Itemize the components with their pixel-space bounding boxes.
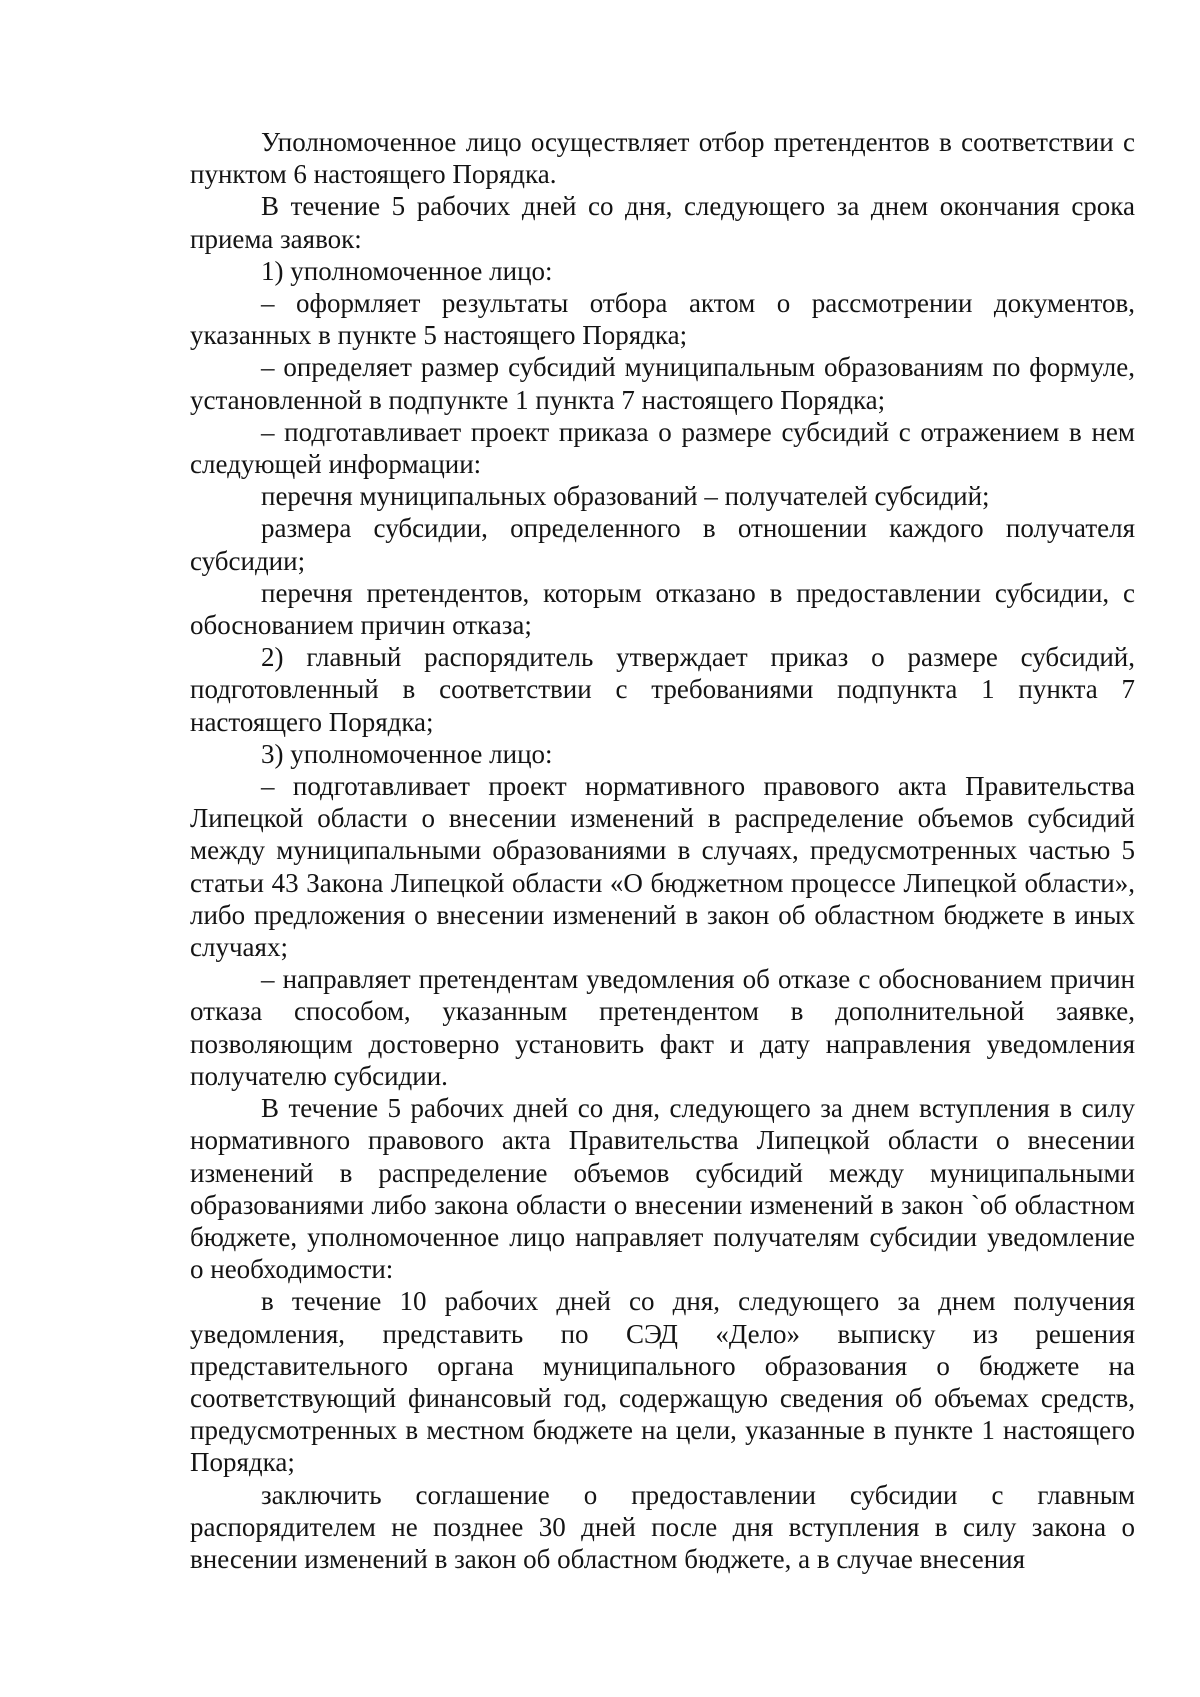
paragraph-13: – направляет претендентам уведомления об отказе с обоснованием причин отказа способом, указанным претендентом в дополнительной заявке, позволяющим достоверно установить факт и дату направления уведомления получателю субсидии. (190, 964, 1135, 1091)
paragraph-5: – определяет размер субсидий муниципальным образованиям по формуле, установленной в подпункте 1 пункта 7 настоящего Порядка; (190, 352, 1135, 415)
paragraph-6: – подготавливает проект приказа о размере субсидий с отражением в нем следующей информации: (190, 416, 1135, 480)
paragraph-1: Уполномоченное лицо осуществляет отбор претендентов в соответствии с пунктом 6 настоящего Порядка. (190, 127, 1135, 190)
paragraph-4: – оформляет результаты отбора актом о рассмотрении документов, указанных в пункте 5 настоящего Порядка; (190, 288, 1135, 351)
paragraph-8: размера субсидии, определенного в отношении каждого получателя субсидии; (190, 513, 1135, 576)
paragraph-11: 3) уполномоченное лицо: (261, 738, 553, 769)
paragraph-12: – подготавливает проект нормативного правового акта Правительства Липецкой области о внесении изменений в распределение объемов субсидий между муниципальными образованиями в случаях, предусмотренных частью 5 статьи 43 Закона Липецкой области «О бюджетном процессе Липецкой области», либо предложения о внесении изменений в закон об областном бюджете в иных случаях; (190, 771, 1135, 963)
paragraph-10: 2) главный распорядитель утверждает приказ о размере субсидий, подготовленный в соответствии с требованиями подпункта 1 пункта 7 настоящего Порядка; (190, 642, 1135, 737)
paragraph-16: заключить соглашение о предоставлении субсидии с главным распорядителем не позднее 30 дней после дня вступления в силу закона о внесении изменений в закон об областном бюджете, а в случае внесения (190, 1479, 1135, 1574)
paragraph-15: в течение 10 рабочих дней со дня, следующего за днем получения уведомления, представить по СЭД «Дело» выписку из решения представительного органа муниципального образования о бюджете на соответствующий финансовый год, содержащую сведения об объемах средств, предусмотренных в местном бюджете на цели, указанные в пункте 1 настоящего Порядка; (190, 1286, 1135, 1478)
paragraph-14: В течение 5 рабочих дней со дня, следующего за днем вступления в силу нормативного правового акта Правительства Липецкой области о внесении изменений в распределение объемов субсидий между муниципальными образованиями либо закона области о внесении изменений в закон `об областном бюджете, уполномоченное лицо направляет получателям субсидии уведомление о необходимости: (190, 1093, 1135, 1285)
paragraph-7: перечня муниципальных образований – получателей субсидий; (261, 481, 990, 512)
paragraph-3: 1) уполномоченное лицо: (261, 255, 553, 286)
paragraph-9: перечня претендентов, которым отказано в предоставлении субсидии, с обоснованием причин отказа; (190, 577, 1135, 641)
paragraph-2: В течение 5 рабочих дней со дня, следующего за днем окончания срока приема заявок: (190, 191, 1135, 254)
document-body (190, 126, 1135, 1575)
